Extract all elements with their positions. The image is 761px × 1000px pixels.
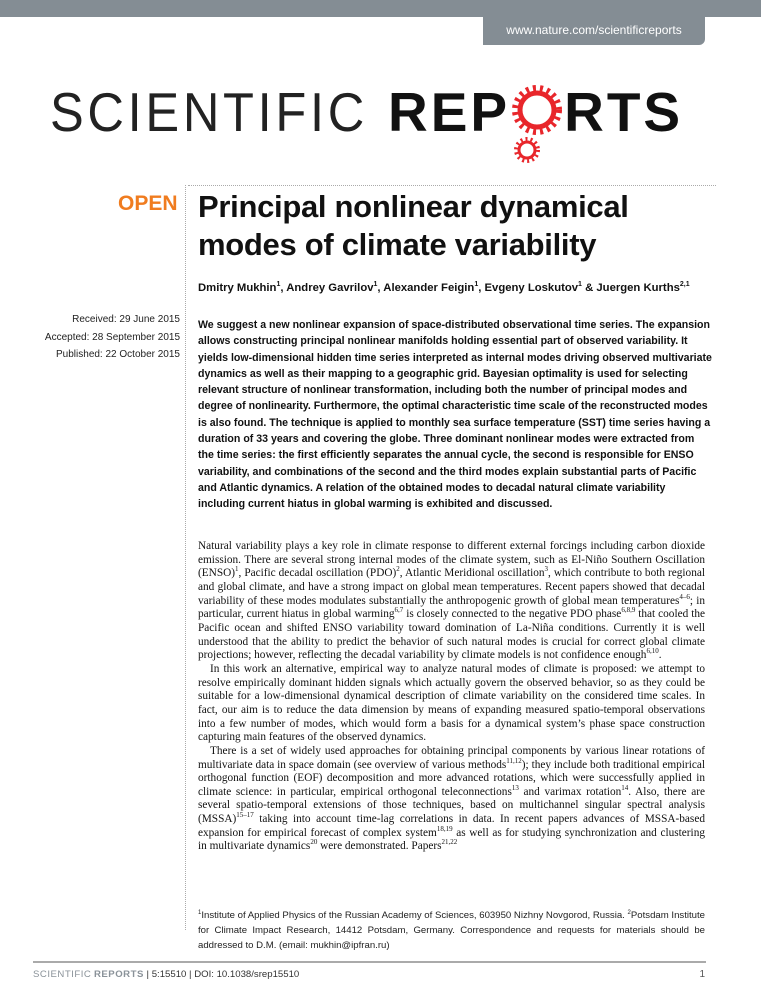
citation-superscript: 2 [396,565,400,574]
body-paragraph [198,663,705,745]
article-body [198,540,705,854]
gear-logo-icon [512,80,562,170]
logo-text-rep: REP [388,81,511,143]
text-run: is closely connected to the negative PDO phase [403,608,622,621]
text-run: ; in particular, current hiatus in global warming [198,594,706,621]
author-separator: , [280,281,287,294]
citation-superscript: 6,10 [646,647,659,656]
abstract: We suggest a new nonlinear expansion of space-distributed observational time series. The expansion allows constructing principal nonlinear manifolds holding essential part of observed variability. It yields low-dimensional hidden time series interpreted as internal modes driving observed multivariate dynamics as well as their mapping to a geographic grid. Bayesian optimality is used for selecting relevant structure of nonlinear transformation, including both the number of principal modes and degree of nonlinearity. Furthermore, the optimal characteristic time scale of the reconstructed modes is also found. The technique is applied to monthly sea surface temperature (SST) time series having a duration of 33 years and covering the globe. Three dominant nonlinear modes were extracted from the time series: the first efficiently separates the annual cycle, the second is responsible for ENSO variability, and combinations of the second and the third modes explain substantial parts of Pacific and Atlantic dynamics. A relation of the obtained modes to decadal natural climate variability including current hiatus in global warming is exhibited and discussed. [198,319,712,511]
affiliations-footnote [198,906,705,953]
author-name: Dmitry Mukhin [198,281,277,294]
citation-superscript: 6,7 [394,606,404,615]
citation-superscript: 4–6 [679,592,690,601]
text-run: In this work an alternative, empirical way to analyze natural modes of climate is proposed: we attempt to resolve empirically dominant hidden signals which actually govern the observed behavior, so as they could be suitable for a low-dimensional dynamical description of climate variability on the considered time scales. In fact, our aim is to reduce the data dimension by means of expanding measured spatio-temporal observations into a few number of modes, which would form a basis for a dynamical system’s phase space construction capturing main features of the observed dynamics. [198,662,705,744]
text-run: taking into account time-lag correlations in data. In recent papers advances of MSSA-based expansion for empirical forecast of complex system [198,813,705,839]
text-run: , Pacific decadal oscillation (PDO) [238,567,397,580]
author-affiliation: 1 [474,281,479,288]
author-name: Andrey Gavrilov [286,281,374,294]
journal-logo [50,82,683,162]
author-separator: , [478,281,485,294]
logo-text-scientific: SCIENTIFIC [50,81,368,143]
citation-superscript: 21,22 [441,838,458,847]
text-run: . Also, there are several spatio-temporal extensions of those techniques, based on multichannel singular spectral analysis (MSSA) [198,785,705,826]
citation-superscript: 18,19 [436,825,453,834]
citation-superscript: 20 [310,838,318,847]
author-name: Evgeny Loskutov [484,281,579,294]
body-paragraph [198,745,705,854]
divider [185,185,186,930]
citation-superscript: 1 [198,910,202,916]
author-affiliation: 1 [373,281,378,288]
author-list [198,281,690,294]
logo-text-rts: RTS [564,81,684,143]
published-date: Published: 22 October 2015 [56,349,180,360]
text-run: as well as for studying synchronization and clustering in multivariate dynamics [198,826,705,853]
text-run: ); they include both traditional empirical orthogonal function (EOF) decomposition and more advanced rotations, which were successfully applied in climate science: in particular, empirical orthogonal teleconnections [198,758,705,798]
text-run: There is a set of widely used approaches for obtaining principal components by various linear rotations of multivariate data in space domain (see overview of various methods [198,744,705,771]
citation-superscript: 1 [235,565,239,574]
text-run: , which contribute to both regional and global climate, and have a strong impact on global mean temperatures. Recent papers showed that decadal variability of these modes modulates substantially the anthropogenic growth of global mean temperatures [198,567,705,607]
text-run: Potsdam Institute for Climate Impact Research, 14412 Potsdam, Germany. Correspondence and requests for materials should be addressed to D.M. (email: mukhin@ipfran.ru) [198,910,706,952]
footer-divider [33,961,706,963]
author-name: Alexander Feigin [383,281,475,294]
citation-superscript: 2 [627,910,631,916]
author-name: Juergen Kurths [596,281,680,294]
footer-journal-bold: REPORTS [93,969,144,980]
text-run: Institute of Applied Physics of the Russian Academy of Sciences, 603950 Nizhny Novgorod, Russia. [201,910,628,922]
article-dates [45,311,180,364]
citation-superscript: 11,12 [506,756,522,765]
citation-superscript: 3 [544,565,549,574]
page-number: 1 [699,969,705,980]
text-run: , Atlantic Meridional oscillation [399,567,545,580]
author-affiliation: 1 [276,281,281,288]
author-affiliation: 1 [578,281,582,288]
author-separator: , [377,281,384,294]
author-affiliation: 2,1 [679,281,690,288]
body-paragraph [198,540,705,663]
text-run: Natural variability plays a key role in climate response to different external forcings including carbon dioxide emission. There are several strong internal modes of the climate system, such as El-Niño Southern Oscillation (ENSO) [198,540,705,580]
citation-superscript: 14 [621,784,629,793]
citation-superscript: 13 [511,784,519,793]
article-title: Principal nonlinear dynamical modes of climate variability [198,189,629,262]
citation-superscript: 6,8,9 [621,606,636,615]
citation-superscript: 15–17 [236,811,254,820]
received-date: Received: 29 June 2015 [72,314,180,325]
footer-journal-light: SCIENTIFIC [33,969,92,980]
text-run: . [658,649,662,662]
text-run: that cooled the Pacific ocean and shifted ENSO variability toward domination of La-Niña conditions. Currently it is well understood that the ability to predict the behavior of such natural modes is crucial for correct global climate projections; however, reflecting the decadal variability by climate models is not confidence enough [198,608,705,662]
accepted-date: Accepted: 28 September 2015 [44,331,180,343]
text-run: were demonstrated. Papers [317,840,442,853]
divider [188,185,716,186]
text-run: and varimax rotation [518,785,622,798]
author-separator: & [581,281,597,294]
footer-citation [33,969,299,980]
journal-url-link[interactable]: www.nature.com/scientificreports [483,14,705,45]
footer-doi: | 5:15510 | DOI: 10.1038/srep15510 [143,969,300,980]
open-access-label: OPEN [118,192,178,215]
